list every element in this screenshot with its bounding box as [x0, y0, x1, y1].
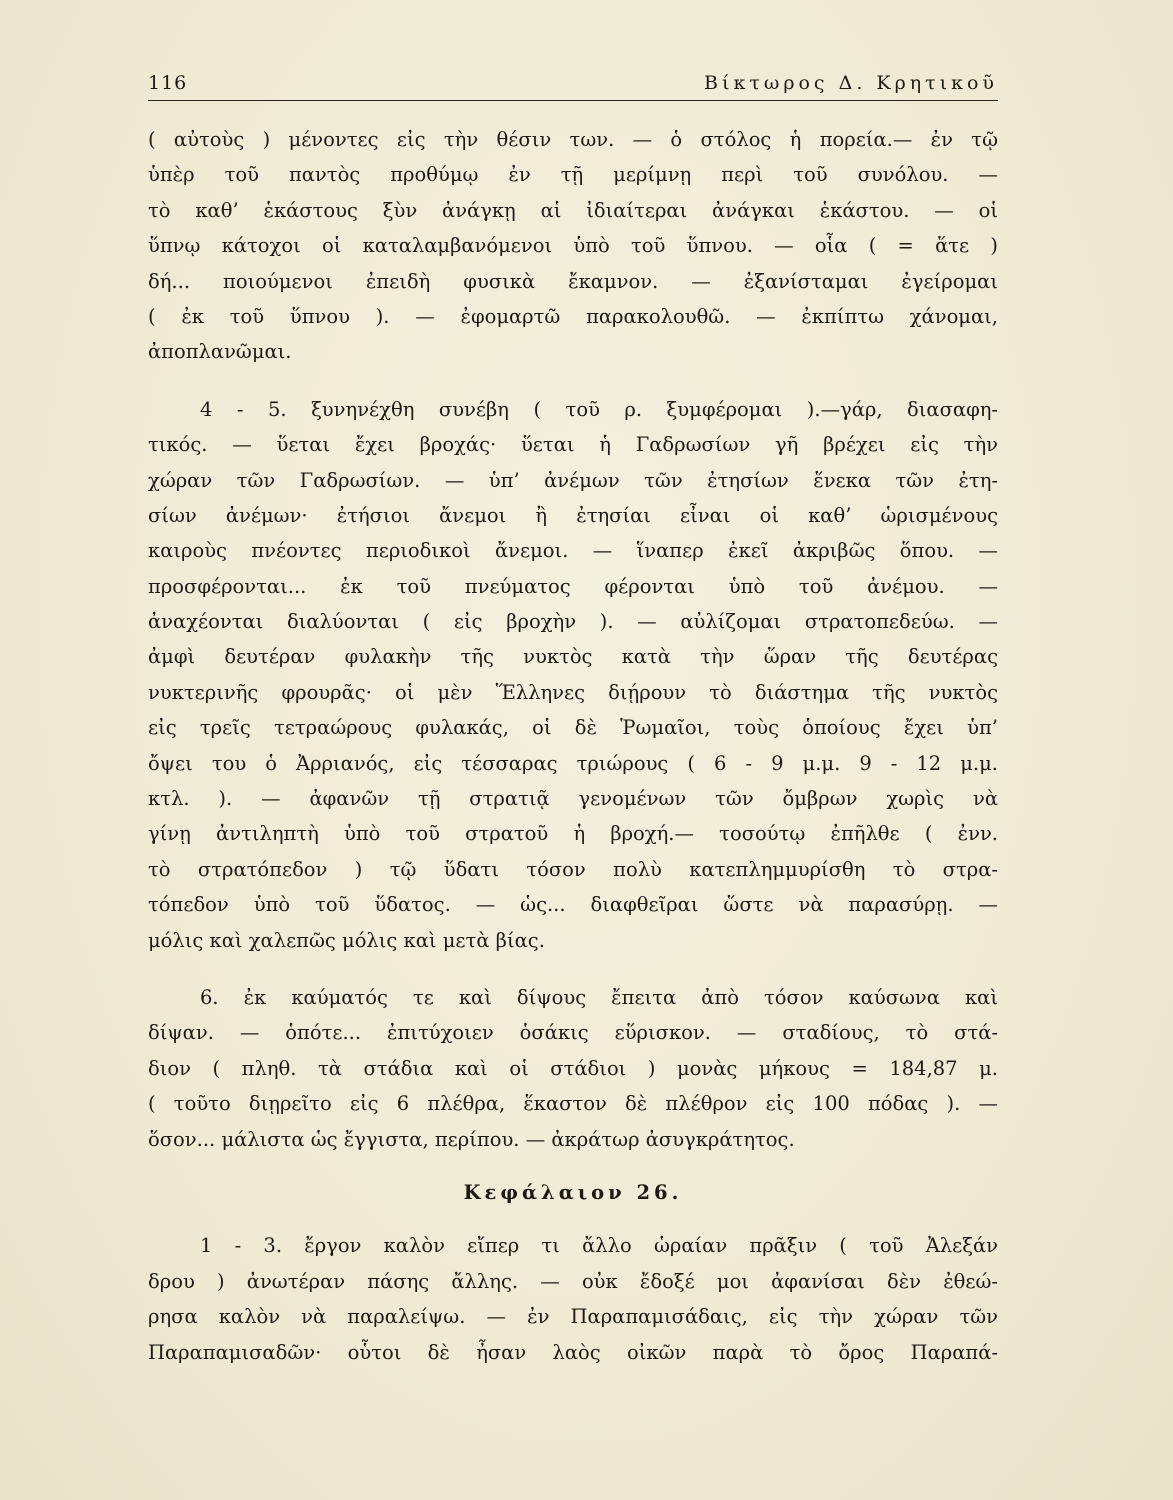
text-line: χώραν τῶν Γαδρωσίων. — ὑπ’ ἀνέμων τῶν ἐτησίων ἕνεκα τῶν ἐτη-	[148, 468, 998, 492]
paragraph-gap	[148, 1157, 998, 1175]
text-line: τὸ στρατόπεδον ) τῷ ὕδατι τόσον πολὺ κατεπλημμυρίσθη τὸ στρα-	[148, 857, 998, 881]
text-line: 6. ἐκ καύματός τε καὶ δίψους ἔπειτα ἀπὸ τόσον καύσωνα καὶ	[200, 985, 998, 1009]
page-body	[148, 122, 998, 1370]
text-line: δρου ) ἀνωτέραν πάσης ἄλλης. — οὐκ ἔδοξέ μοι ἀφανίσαι δὲν ἐθεώ-	[148, 1269, 998, 1293]
text-line: τικός. — ὕεται ἔχει βροχάς· ὕεται ἡ Γαδρωσίων γῆ βρέχει εἰς τὴν	[148, 433, 998, 457]
text-line: ἀμφὶ δευτέραν φυλακὴν τῆς νυκτὸς κατὰ τὴν ὥραν τῆς δευτέρας	[148, 645, 998, 669]
text-line: δή... ποιούμενοι ἐπειδὴ φυσικὰ ἔκαμνον. — ἐξανίσταμαι ἐγείρομαι	[148, 269, 998, 293]
text-line: 4 - 5. ξυνηνέχθη συνέβη ( τοῦ ρ. ξυμφέρομαι ).—γάρ, διασαφη-	[200, 397, 998, 421]
text-line: μόλις καὶ χαλεπῶς μόλις καὶ μετὰ βίας.	[148, 928, 545, 952]
text-line: ὅσον... μάλιστα ὡς ἔγγιστα, περίπου. — ἀκράτωρ ἀσυγκράτητος.	[148, 1127, 795, 1151]
text-line: διον ( πληθ. τὰ στάδια καὶ οἱ στάδιοι ) μονὰς μήκους = 184,87 μ.	[148, 1056, 998, 1080]
text-line: προσφέρονται... ἐκ τοῦ πνεύματος φέρονται ὑπὸ τοῦ ἀνέμου. —	[148, 574, 998, 598]
text-line: ὑπὲρ τοῦ παντὸς προθύμῳ ἐν τῇ μερίμνῃ περὶ τοῦ συνόλου. —	[148, 163, 998, 187]
text-line: κτλ. ). — ἀφανῶν τῇ στρατιᾷ γενομένων τῶν ὄμβρων χωρὶς νὰ	[148, 787, 998, 811]
header-rule	[148, 100, 998, 101]
text-line: δίψαν. — ὁπότε... ἐπιτύχοιεν ὁσάκις εὕρισκον. — σταδίους, τὸ στά-	[148, 1021, 998, 1045]
text-line: σίων ἀνέμων· ἐτήσιοι ἄνεμοι ἢ ἐτησίαι εἶναι οἱ καθ’ ὡρισμένους	[148, 503, 998, 527]
paragraph-4	[148, 1228, 998, 1370]
text-line: καιροὺς πνέοντες περιοδικοὶ ἄνεμοι. — ἵναπερ ἐκεῖ ἀκριβῶς ὅπου. —	[148, 539, 998, 563]
paragraph-3	[148, 980, 998, 1157]
running-head: Βίκτωρος Δ. Κρητικοῦ	[704, 72, 998, 94]
text-line: εἰς τρεῖς τετραώρους φυλακάς, οἱ δὲ Ῥωμαῖοι, τοὺς ὁποίους ἔχει ὑπ’	[148, 716, 998, 740]
text-line: ρησα καλὸν νὰ παραλείψω. — ἐν Παραπαμισάδαις, εἰς τὴν χώραν τῶν	[148, 1305, 998, 1329]
paragraph-gap	[148, 370, 998, 392]
paragraph-2	[148, 392, 998, 958]
text-line: ἀναχέονται διαλύονται ( εἰς βροχὴν ). — αὐλίζομαι στρατοπεδεύω. —	[148, 610, 998, 634]
chapter-heading: Κεφάλαιον 26.	[463, 1180, 683, 1204]
text-line: γίνῃ ἀντιληπτὴ ὑπὸ τοῦ στρατοῦ ἡ βροχή.— τοσούτῳ ἐπῆλθε ( ἐνν.	[148, 822, 998, 846]
text-line: 1 - 3. ἔργον καλὸν εἴπερ τι ἄλλο ὡραίαν πρᾶξιν ( τοῦ Ἀλεξάν	[200, 1234, 998, 1258]
text-line: ( ἐκ τοῦ ὕπνου ). — ἐφομαρτῶ παρακολουθῶ. — ἐκπίπτω χάνομαι,	[148, 304, 998, 328]
paragraph-1	[148, 122, 998, 370]
text-line: Παραπαμισαδῶν· οὗτοι δὲ ἦσαν λαὸς οἰκῶν παρὰ τὸ ὄρος Παραπά-	[148, 1340, 998, 1364]
page-number: 116	[148, 72, 188, 94]
text-line: ὕπνῳ κάτοχοι οἱ καταλαμβανόμενοι ὑπὸ τοῦ ὕπνου. — οἷα ( = ἅτε )	[148, 234, 998, 258]
text-line: τὸ καθ’ ἑκάστους ξὺν ἀνάγκῃ αἱ ἰδιαίτεραι ἀνάγκαι ἑκάστου. — οἱ	[148, 198, 998, 222]
paragraph-gap	[148, 1210, 998, 1228]
text-line: ὄψει του ὁ Ἀρριανός, εἰς τέσσαρας τριώρους ( 6 - 9 μ.μ. 9 - 12 μ.μ.	[148, 751, 998, 775]
text-line: ( τοῦτο διῃρεῖτο εἰς 6 πλέθρα, ἕκαστον δὲ πλέθρον εἰς 100 πόδας ). —	[148, 1092, 998, 1116]
page-header	[148, 66, 998, 100]
paragraph-gap	[148, 958, 998, 980]
text-line: ( αὐτοὺς ) μένοντες εἰς τὴν θέσιν των. — ὁ στόλος ἡ πορεία.— ἐν τῷ	[148, 128, 998, 151]
text-line: τόπεδον ὑπὸ τοῦ ὕδατος. — ὡς... διαφθεῖραι ὥστε νὰ παρασύρῃ. —	[148, 893, 998, 917]
text-line: νυκτερινῆς φρουρᾶς· οἱ μὲν Ἕλληνες διῄρουν τὸ διάστημα τῆς νυκτὸς	[148, 680, 998, 704]
text-line: ἀποπλανῶμαι.	[148, 340, 292, 364]
